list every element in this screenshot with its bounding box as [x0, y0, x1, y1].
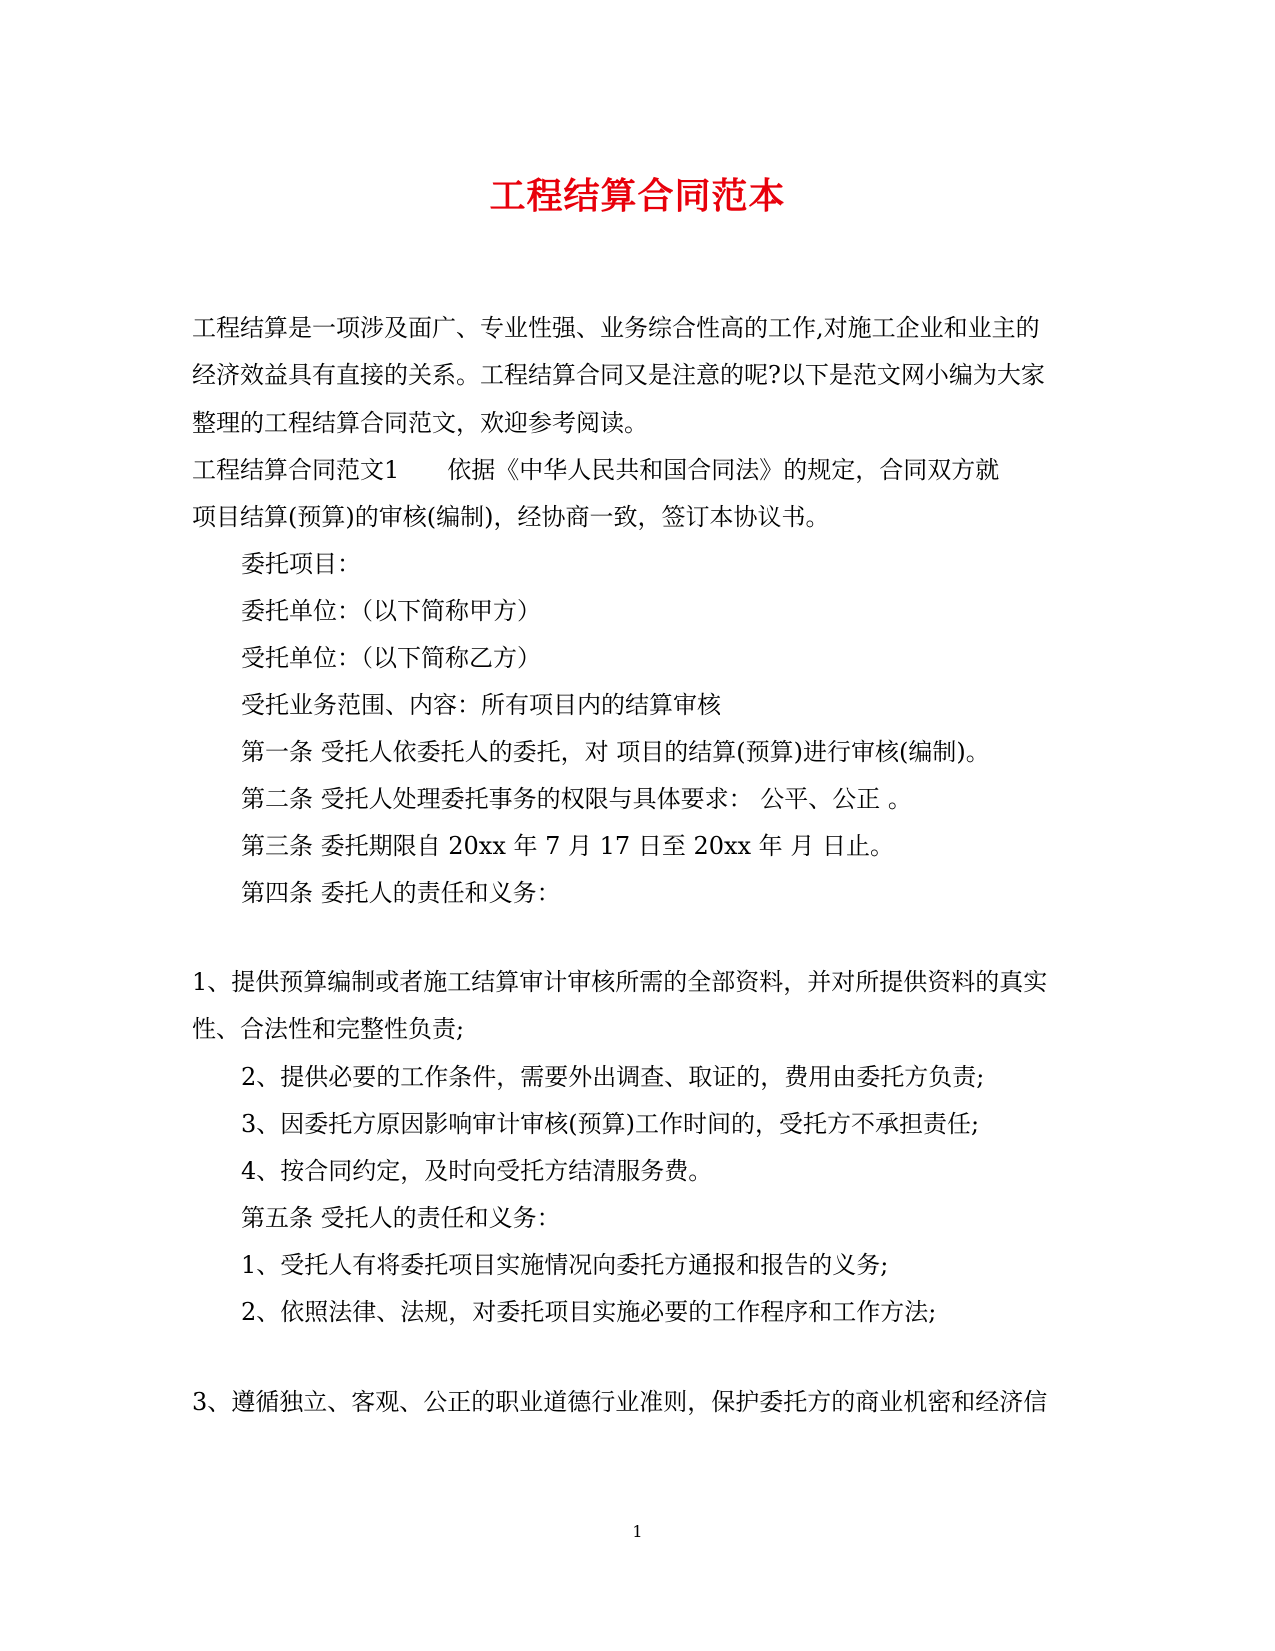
paragraph-line: 经济效益具有直接的关系。工程结算合同又是注意的呢?以下是范文网小编为大家 — [192, 361, 1045, 389]
paragraph-line: 项目结算(预算)的审核(编制)，经协商一致，签订本协议书。 — [192, 503, 830, 531]
page-number: 1 — [632, 1522, 643, 1541]
paragraph-line: 1、提供预算编制或者施工结算审计审核所需的全部资料，并对所提供资料的真实 — [192, 968, 1048, 996]
paragraph-line: 第三条 委托期限自 20xx 年 7 月 17 日至 20xx 年 月 日止。 — [241, 832, 894, 860]
paragraph-line: 2、依照法律、法规，对委托项目实施必要的工作程序和工作方法; — [241, 1298, 937, 1326]
paragraph-line: 3、因委托方原因影响审计审核(预算)工作时间的，受托方不承担责任; — [241, 1110, 980, 1138]
paragraph-line: 1、受托人有将委托项目实施情况向委托方通报和报告的义务; — [241, 1251, 889, 1279]
paragraph-line: 受托业务范围、内容：所有项目内的结算审核 — [241, 691, 721, 719]
paragraph-line: 第一条 受托人依委托人的委托，对 项目的结算(预算)进行审核(编制)。 — [241, 738, 990, 766]
document-title: 工程结算合同范本 — [489, 175, 786, 217]
paragraph-line: 2、提供必要的工作条件，需要外出调查、取证的，费用由委托方负责; — [241, 1063, 985, 1091]
paragraph-line: 第五条 受托人的责任和义务： — [241, 1204, 561, 1232]
paragraph-line: 委托单位：（以下简称甲方） — [241, 597, 541, 625]
paragraph-line: 第二条 受托人处理委托事务的权限与具体要求： 公平、公正 。 — [241, 785, 912, 813]
paragraph-line: 受托单位：（以下简称乙方） — [241, 644, 541, 672]
paragraph-line: 第四条 委托人的责任和义务： — [241, 879, 561, 907]
paragraph-line: 工程结算是一项涉及面广、专业性强、业务综合性高的工作,对施工企业和业主的 — [192, 314, 1040, 342]
paragraph-line: 委托项目： — [241, 550, 361, 578]
paragraph-line: 性、合法性和完整性负责; — [192, 1015, 465, 1043]
paragraph-line: 工程结算合同范文1 依据《中华人民共和国合同法》的规定，合同双方就 — [192, 456, 1000, 484]
paragraph-line: 4、按合同约定，及时向受托方结清服务费。 — [241, 1157, 713, 1185]
paragraph-line: 整理的工程结算合同范文，欢迎参考阅读。 — [192, 409, 648, 437]
paragraph-line: 3、遵循独立、客观、公正的职业道德行业准则，保护委托方的商业机密和经济信 — [192, 1388, 1048, 1416]
